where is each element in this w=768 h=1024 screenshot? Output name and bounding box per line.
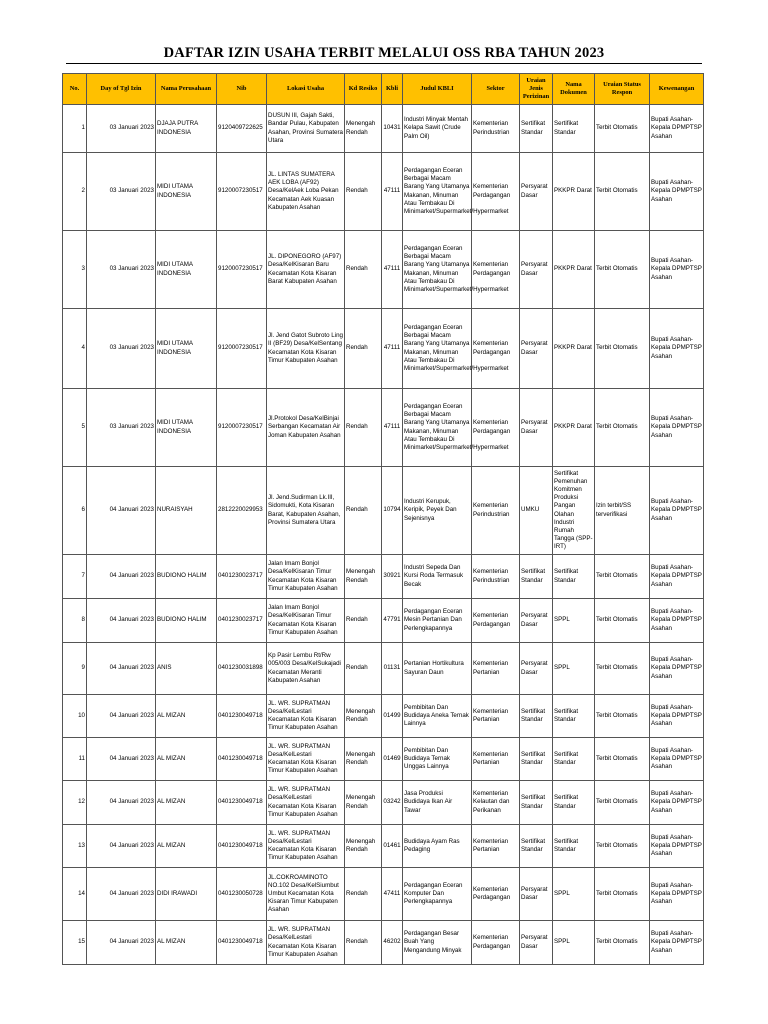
col-header-judul: Judul KBLI — [403, 74, 472, 105]
cell-jenis: Persyarat Dasar — [520, 389, 553, 467]
cell-status: Terbit Otomatis — [595, 738, 650, 781]
cell-resiko: Menengah Rendah — [345, 825, 382, 868]
cell-tgl: 04 Januari 2023 — [87, 921, 156, 965]
cell-jenis: Persyarat Dasar — [520, 309, 553, 389]
cell-status: Terbit Otomatis — [595, 921, 650, 965]
cell-nib: 0401230031898 — [217, 643, 267, 695]
table-row — [63, 231, 704, 309]
cell-no: 7 — [63, 555, 87, 599]
cell-resiko: Rendah — [345, 153, 382, 231]
cell-dokumen: Sertifikat Standar — [553, 781, 595, 825]
cell-dokumen: PKKPR Darat — [553, 389, 595, 467]
cell-jenis: Persyarat Dasar — [520, 153, 553, 231]
cell-tgl: 04 Januari 2023 — [87, 467, 156, 555]
table-row — [63, 695, 704, 738]
col-header-dokumen: Nama Dokumen — [553, 74, 595, 105]
cell-nama: AL MIZAN — [156, 695, 217, 738]
table-row — [63, 599, 704, 643]
cell-nib: 0401230049718 — [217, 695, 267, 738]
title-underline — [66, 63, 702, 64]
cell-resiko: Menengah Rendah — [345, 105, 382, 153]
cell-jenis: Sertifikat Standar — [520, 555, 553, 599]
cell-nama: AL MIZAN — [156, 781, 217, 825]
cell-kbli: 46202 — [382, 921, 403, 965]
izin-table — [62, 73, 704, 965]
col-header-kewenangan: Kewenangan — [650, 74, 704, 105]
cell-lokasi: Kp Pasir Lembu Rt/Rw 005/003 Desa/KelSukajadi Kecamatan Meranti Kabupaten Asahan — [267, 643, 345, 695]
cell-resiko: Menengah Rendah — [345, 738, 382, 781]
cell-kewenangan: Bupati Asahan-Kepala DPMPTSP Asahan — [650, 781, 704, 825]
cell-jenis: Sertifikat Standar — [520, 738, 553, 781]
cell-tgl: 04 Januari 2023 — [87, 695, 156, 738]
cell-sektor: Kementerian Perdagangan — [472, 309, 520, 389]
cell-no: 2 — [63, 153, 87, 231]
cell-kbli: 03242 — [382, 781, 403, 825]
cell-kbli: 47111 — [382, 153, 403, 231]
table-row — [63, 105, 704, 153]
cell-no: 8 — [63, 599, 87, 643]
cell-resiko: Menengah Rendah — [345, 555, 382, 599]
col-header-tgl: Day of Tgl Izin — [87, 74, 156, 105]
cell-status: Terbit Otomatis — [595, 231, 650, 309]
cell-kbli: 47111 — [382, 231, 403, 309]
cell-resiko: Rendah — [345, 599, 382, 643]
cell-nib: 0401230049718 — [217, 781, 267, 825]
cell-status: Terbit Otomatis — [595, 643, 650, 695]
cell-status: Terbit Otomatis — [595, 781, 650, 825]
cell-status: Izin terbit/SS terverifikasi — [595, 467, 650, 555]
cell-kewenangan: Bupati Asahan-Kepala DPMPTSP Asahan — [650, 153, 704, 231]
col-header-lokasi: Lokasi Usaha — [267, 74, 345, 105]
cell-nama: MIDI UTAMA INDONESIA — [156, 153, 217, 231]
cell-sektor: Kementerian Perindustrian — [472, 467, 520, 555]
cell-kewenangan: Bupati Asahan-Kepala DPMPTSP Asahan — [650, 921, 704, 965]
cell-nama: ANIS — [156, 643, 217, 695]
cell-nama: AL MIZAN — [156, 738, 217, 781]
table-row — [63, 738, 704, 781]
cell-kewenangan: Bupati Asahan-Kepala DPMPTSP Asahan — [650, 738, 704, 781]
table-row — [63, 781, 704, 825]
cell-kbli: 47111 — [382, 389, 403, 467]
cell-dokumen: SPPL — [553, 868, 595, 921]
cell-tgl: 04 Januari 2023 — [87, 825, 156, 868]
cell-jenis: UMKU — [520, 467, 553, 555]
cell-sektor: Kementerian Kelautan dan Perikanan — [472, 781, 520, 825]
cell-no: 12 — [63, 781, 87, 825]
cell-kewenangan: Bupati Asahan-Kepala DPMPTSP Asahan — [650, 231, 704, 309]
cell-nama: MIDI UTAMA INDONESIA — [156, 231, 217, 309]
cell-tgl: 03 Januari 2023 — [87, 231, 156, 309]
cell-jenis: Sertifikat Standar — [520, 825, 553, 868]
cell-nib: 0401230049718 — [217, 825, 267, 868]
cell-dokumen: Sertifikat Standar — [553, 695, 595, 738]
cell-no: 3 — [63, 231, 87, 309]
cell-nama: DIDI IRAWADI — [156, 868, 217, 921]
cell-status: Terbit Otomatis — [595, 153, 650, 231]
cell-kewenangan: Bupati Asahan-Kepala DPMPTSP Asahan — [650, 467, 704, 555]
cell-judul: Perdagangan Eceran Komputer Dan Perlengkapannya — [403, 868, 472, 921]
cell-kbli: 01469 — [382, 738, 403, 781]
cell-dokumen: Sertifikat Standar — [553, 105, 595, 153]
cell-judul: Jasa Produksi Budidaya Ikan Air Tawar — [403, 781, 472, 825]
cell-nib: 0401230050728 — [217, 868, 267, 921]
cell-judul: Perdagangan Eceran Berbagai Macam Barang Yang Utamanya Makanan, Minuman Atau Tembakau Di Minimarket/Supermarket/Hypermarket — [403, 309, 472, 389]
cell-no: 10 — [63, 695, 87, 738]
cell-kbli: 10431 — [382, 105, 403, 153]
table-row — [63, 309, 704, 389]
cell-tgl: 04 Januari 2023 — [87, 868, 156, 921]
cell-dokumen: SPPL — [553, 599, 595, 643]
cell-no: 5 — [63, 389, 87, 467]
cell-kbli: 01499 — [382, 695, 403, 738]
col-header-nama: Nama Perusahaan — [156, 74, 217, 105]
table-row — [63, 467, 704, 555]
cell-judul: Perdagangan Besar Buah Yang Mengandung Minyak — [403, 921, 472, 965]
cell-no: 13 — [63, 825, 87, 868]
cell-status: Terbit Otomatis — [595, 105, 650, 153]
cell-nib: 2812220029953 — [217, 467, 267, 555]
cell-dokumen: SPPL — [553, 643, 595, 695]
cell-resiko: Rendah — [345, 868, 382, 921]
cell-status: Terbit Otomatis — [595, 825, 650, 868]
cell-judul: Perdagangan Eceran Berbagai Macam Barang Yang Utamanya Makanan, Minuman Atau Tembakau Di Minimarket/Supermarket/Hypermarket — [403, 389, 472, 467]
cell-lokasi: JL. WR. SUPRATMAN Desa/KelLestari Kecamatan Kota Kisaran Timur Kabupaten Asahan — [267, 825, 345, 868]
cell-sektor: Kementerian Perdagangan — [472, 868, 520, 921]
cell-nib: 0401230049718 — [217, 921, 267, 965]
cell-lokasi: JL. WR. SUPRATMAN Desa/KelLestari Kecamatan Kota Kisaran Timur Kabupaten Asahan — [267, 781, 345, 825]
table-body — [63, 105, 704, 965]
cell-kbli: 01131 — [382, 643, 403, 695]
cell-status: Terbit Otomatis — [595, 868, 650, 921]
cell-dokumen: PKKPR Darat — [553, 153, 595, 231]
cell-kbli: 10794 — [382, 467, 403, 555]
cell-nama: MIDI UTAMA INDONESIA — [156, 309, 217, 389]
cell-lokasi: JL. WR. SUPRATMAN Desa/KelLestari Kecamatan Kota Kisaran Timur Kabupaten Asahan — [267, 738, 345, 781]
cell-kbli: 30921 — [382, 555, 403, 599]
cell-sektor: Kementerian Pertanian — [472, 738, 520, 781]
col-header-nib: Nib — [217, 74, 267, 105]
cell-no: 15 — [63, 921, 87, 965]
cell-kewenangan: Bupati Asahan-Kepala DPMPTSP Asahan — [650, 599, 704, 643]
cell-lokasi: JL. WR. SUPRATMAN Desa/KelLestari Kecamatan Kota Kisaran Timur Kabupaten Asahan — [267, 921, 345, 965]
cell-sektor: Kementerian Perindustrian — [472, 555, 520, 599]
cell-nama: BUDIONO HALIM — [156, 555, 217, 599]
cell-nib: 9120007230517 — [217, 389, 267, 467]
cell-resiko: Rendah — [345, 389, 382, 467]
cell-kewenangan: Bupati Asahan-Kepala DPMPTSP Asahan — [650, 389, 704, 467]
table-header-row — [63, 74, 704, 105]
cell-sektor: Kementerian Perdagangan — [472, 389, 520, 467]
cell-judul: Perdagangan Eceran Berbagai Macam Barang Yang Utamanya Makanan, Minuman Atau Tembakau Di Minimarket/Supermarket/Hypermarket — [403, 231, 472, 309]
cell-tgl: 04 Januari 2023 — [87, 599, 156, 643]
cell-no: 11 — [63, 738, 87, 781]
col-header-no: No. — [63, 74, 87, 105]
cell-tgl: 03 Januari 2023 — [87, 389, 156, 467]
cell-kbli: 47111 — [382, 309, 403, 389]
table-row — [63, 153, 704, 231]
cell-nama: AL MIZAN — [156, 825, 217, 868]
table-row — [63, 555, 704, 599]
cell-sektor: Kementerian Perdagangan — [472, 921, 520, 965]
cell-lokasi: JL.COKROAMINOTO NO.102 Desa/KelSiumbut Umbut Kecamatan Kota Kisaran Timur Kabupaten Asahan — [267, 868, 345, 921]
page-title: DAFTAR IZIN USAHA TERBIT MELALUI OSS RBA TAHUN 2023 — [163, 45, 605, 61]
cell-tgl: 04 Januari 2023 — [87, 738, 156, 781]
col-header-status: Uraian Status Respon — [595, 74, 650, 105]
cell-lokasi: JL. LINTAS SUMATERA AEK LOBA (AF92) Desa/KelAek Loba Pekan Kecamatan Aek Kuasan Kabupaten Asahan — [267, 153, 345, 231]
cell-nama: DJAJA PUTRA INDONESIA — [156, 105, 217, 153]
cell-judul: Pembibitan Dan Budidaya Aneka Ternak Lainnya — [403, 695, 472, 738]
cell-jenis: Sertifikat Standar — [520, 105, 553, 153]
col-header-sektor: Sektor — [472, 74, 520, 105]
cell-judul: Industri Minyak Mentah Kelapa Sawit (Crude Palm Oil) — [403, 105, 472, 153]
cell-nib: 9120007230517 — [217, 153, 267, 231]
cell-sektor: Kementerian Pertanian — [472, 695, 520, 738]
cell-jenis: Persyarat Dasar — [520, 599, 553, 643]
cell-tgl: 04 Januari 2023 — [87, 781, 156, 825]
cell-judul: Industri Sepeda Dan Kursi Roda Termasuk Becak — [403, 555, 472, 599]
cell-status: Terbit Otomatis — [595, 309, 650, 389]
cell-judul: Pembibitan Dan Budidaya Ternak Unggas Lainnya — [403, 738, 472, 781]
cell-status: Terbit Otomatis — [595, 695, 650, 738]
cell-sektor: Kementerian Pertanian — [472, 643, 520, 695]
cell-nib: 9120007230517 — [217, 309, 267, 389]
table-row — [63, 868, 704, 921]
cell-resiko: Menengah Rendah — [345, 695, 382, 738]
cell-nib: 0401230023717 — [217, 555, 267, 599]
cell-dokumen: Sertifikat Standar — [553, 825, 595, 868]
cell-lokasi: Jl. Jend Gatot Subroto Ling II (BF29) Desa/KelSentang Kecamatan Kota Kisaran Timur Kabupaten Asahan — [267, 309, 345, 389]
cell-jenis: Persyarat Dasar — [520, 643, 553, 695]
cell-nib: 0401230049718 — [217, 738, 267, 781]
cell-dokumen: SPPL — [553, 921, 595, 965]
cell-lokasi: Jl.Protokol Desa/KelBinjai Serbangan Kecamatan Air Joman Kabupaten Asahan — [267, 389, 345, 467]
cell-nama: NURAISYAH — [156, 467, 217, 555]
cell-kbli: 01461 — [382, 825, 403, 868]
cell-dokumen: Sertifikat Pemenuhan Komitmen Produksi Pangan Olahan Industri Rumah Tangga (SPP-IRT) — [553, 467, 595, 555]
cell-kewenangan: Bupati Asahan-Kepala DPMPTSP Asahan — [650, 868, 704, 921]
cell-jenis: Persyarat Dasar — [520, 921, 553, 965]
cell-nib: 0401230023717 — [217, 599, 267, 643]
cell-judul: Budidaya Ayam Ras Pedaging — [403, 825, 472, 868]
cell-kewenangan: Bupati Asahan-Kepala DPMPTSP Asahan — [650, 643, 704, 695]
cell-no: 6 — [63, 467, 87, 555]
table-row — [63, 643, 704, 695]
cell-nama: MIDI UTAMA INDONESIA — [156, 389, 217, 467]
cell-lokasi: Jalan Imam Bonjol Desa/KelKisaran Timur Kecamatan Kota Kisaran Timur Kabupaten Asahan — [267, 555, 345, 599]
cell-status: Terbit Otomatis — [595, 599, 650, 643]
cell-sektor: Kementerian Perdagangan — [472, 153, 520, 231]
col-header-jenis: Uraian Jenis Perizinan — [520, 74, 553, 105]
cell-lokasi: Jalan Imam Bonjol Desa/KelKisaran Timur Kecamatan Kota Kisaran Timur Kabupaten Asahan — [267, 599, 345, 643]
cell-no: 9 — [63, 643, 87, 695]
cell-jenis: Sertifikat Standar — [520, 695, 553, 738]
cell-sektor: Kementerian Pertanian — [472, 825, 520, 868]
cell-sektor: Kementerian Perdagangan — [472, 599, 520, 643]
cell-nib: 9120409722625 — [217, 105, 267, 153]
cell-jenis: Persyarat Dasar — [520, 868, 553, 921]
cell-lokasi: DUSUN III, Gajah Sakti, Bandar Pulau, Kabupaten Asahan, Provinsi Sumatera Utara — [267, 105, 345, 153]
cell-kewenangan: Bupati Asahan-Kepala DPMPTSP Asahan — [650, 695, 704, 738]
cell-kbli: 47411 — [382, 868, 403, 921]
cell-resiko: Menengah Rendah — [345, 781, 382, 825]
cell-dokumen: PKKPR Darat — [553, 231, 595, 309]
cell-status: Terbit Otomatis — [595, 389, 650, 467]
cell-tgl: 04 Januari 2023 — [87, 643, 156, 695]
cell-dokumen: Sertifikat Standar — [553, 555, 595, 599]
cell-kbli: 47791 — [382, 599, 403, 643]
cell-resiko: Rendah — [345, 921, 382, 965]
cell-resiko: Rendah — [345, 467, 382, 555]
cell-tgl: 03 Januari 2023 — [87, 105, 156, 153]
cell-lokasi: JL. DIPONEGORO (AF97) Desa/KelKisaran Baru Kecamatan Kota Kisaran Barat Kabupaten Asahan — [267, 231, 345, 309]
cell-status: Terbit Otomatis — [595, 555, 650, 599]
cell-judul: Pertanian Hortikultura Sayuran Daun — [403, 643, 472, 695]
cell-jenis: Persyarat Dasar — [520, 231, 553, 309]
cell-no: 1 — [63, 105, 87, 153]
cell-dokumen: PKKPR Darat — [553, 309, 595, 389]
table-row — [63, 921, 704, 965]
cell-kewenangan: Bupati Asahan-Kepala DPMPTSP Asahan — [650, 825, 704, 868]
cell-tgl: 03 Januari 2023 — [87, 309, 156, 389]
cell-nama: AL MIZAN — [156, 921, 217, 965]
cell-tgl: 03 Januari 2023 — [87, 153, 156, 231]
cell-sektor: Kementerian Perdagangan — [472, 231, 520, 309]
cell-resiko: Rendah — [345, 643, 382, 695]
cell-nama: BUDIONO HALIM — [156, 599, 217, 643]
cell-jenis: Sertifikat Standar — [520, 781, 553, 825]
cell-judul: Industri Kerupuk, Keripik, Peyek Dan Sejenisnya — [403, 467, 472, 555]
cell-lokasi: JL. WR. SUPRATMAN Desa/KelLestari Kecamatan Kota Kisaran Timur Kabupaten Asahan — [267, 695, 345, 738]
cell-tgl: 04 Januari 2023 — [87, 555, 156, 599]
cell-no: 4 — [63, 309, 87, 389]
cell-sektor: Kementerian Perindustrian — [472, 105, 520, 153]
cell-kewenangan: Bupati Asahan-Kepala DPMPTSP Asahan — [650, 555, 704, 599]
cell-no: 14 — [63, 868, 87, 921]
cell-kewenangan: Bupati Asahan-Kepala DPMPTSP Asahan — [650, 105, 704, 153]
cell-nib: 9120007230517 — [217, 231, 267, 309]
cell-lokasi: Jl. Jend.Sudirman Lk.III, Sidomukti, Kota Kisaran Barat, Kabupaten Asahan, Provinsi Sumatera Utara — [267, 467, 345, 555]
cell-judul: Perdagangan Eceran Mesin Pertanian Dan Perlengkapannya — [403, 599, 472, 643]
cell-kewenangan: Bupati Asahan-Kepala DPMPTSP Asahan — [650, 309, 704, 389]
cell-resiko: Rendah — [345, 309, 382, 389]
cell-resiko: Rendah — [345, 231, 382, 309]
table-row — [63, 389, 704, 467]
table-row — [63, 825, 704, 868]
col-header-kbli: Kbli — [382, 74, 403, 105]
cell-dokumen: Sertifikat Standar — [553, 738, 595, 781]
col-header-resiko: Kd Resiko — [345, 74, 382, 105]
cell-judul: Perdagangan Eceran Berbagai Macam Barang Yang Utamanya Makanan, Minuman Atau Tembakau Di Minimarket/Supermarket/Hypermarket — [403, 153, 472, 231]
